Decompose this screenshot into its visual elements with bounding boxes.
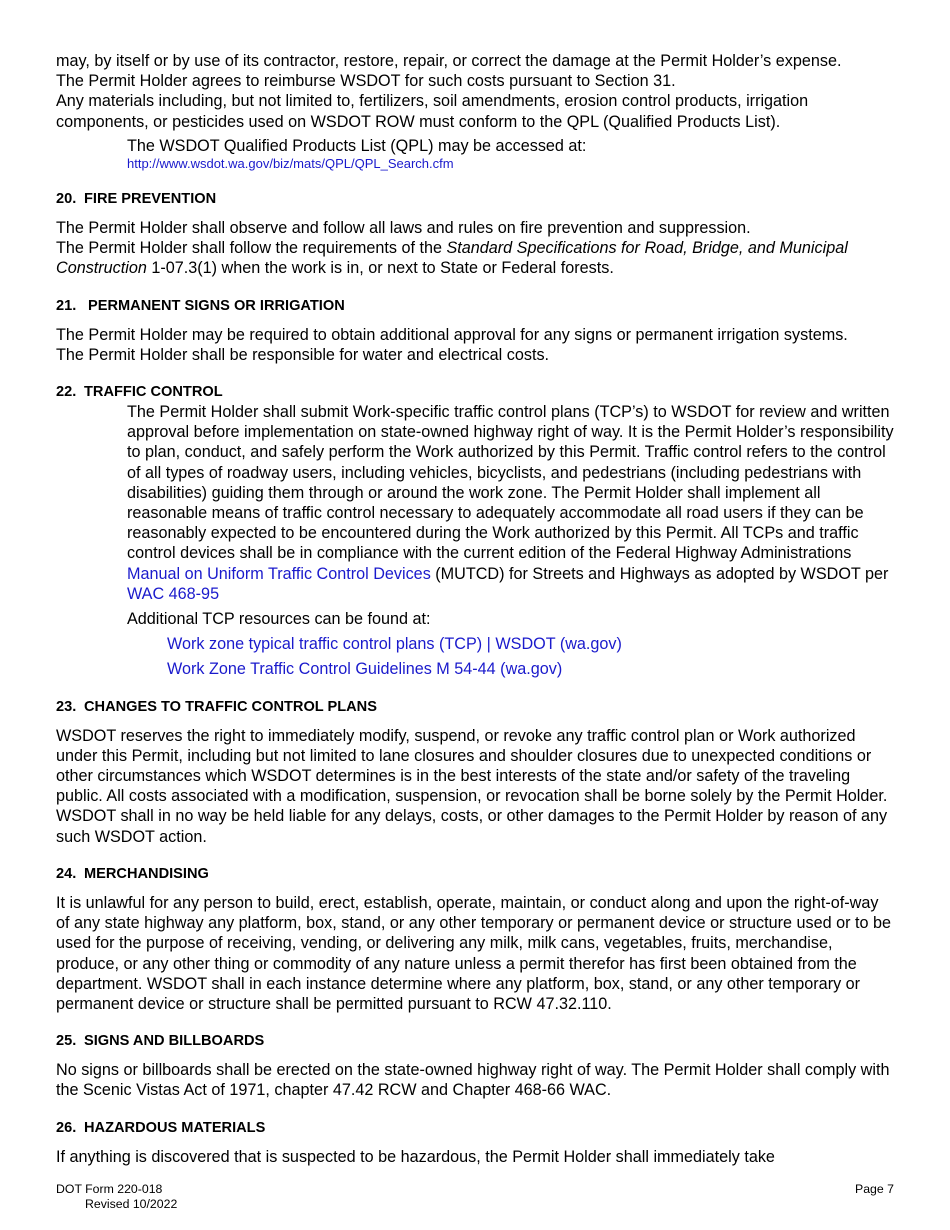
section-26-heading: [56, 1118, 896, 1138]
intro-line-2: The Permit Holder agrees to reimburse WSDOT for such costs pursuant to Section 31.: [56, 72, 676, 91]
tcp-link-1[interactable]: Work zone typical traffic control plans (TCP) | WSDOT (wa.gov): [167, 635, 622, 654]
section-23-heading: [56, 697, 896, 717]
tcp-link-2[interactable]: Work Zone Traffic Control Guidelines M 54-44 (wa.gov): [167, 660, 563, 679]
tcp-link-2-line: [167, 659, 896, 679]
section-number: 23.: [56, 698, 77, 715]
intro-line-3: Any materials including, but not limited to, fertilizers, soil amendments, erosion control products, irrigation components, or pesticides used on WSDOT ROW must conform to the QPL (Qualified Products List).: [56, 92, 809, 131]
changes-paragraph: WSDOT reserves the right to immediately modify, suspend, or revoke any traffic control plan or Work authorized under this Permit, including but not limited to lane closures and shoulder closures due to unexpected conditions or other circumstances which WSDOT determines is in the best interests of the state and/or safety of the traveling public. All costs associated with a modification, suspension, or revocation shall be borne solely by the Permit Holder. WSDOT shall in no way be held liable for any delays, costs, or other damages to the Permit Holder by reason of any such WSDOT action.: [56, 726, 888, 846]
merchandising-paragraph: It is unlawful for any person to build, erect, establish, operate, maintain, or conduct along and upon the right-of-way of any state highway any platform, box, stand, or any other temporary or permanent device or structure used or to be used for the purpose of receiving, vending, or delivering any milk, milk cans, vegetables, fruits, merchandise, produce, or any other thing or commodity of any nature unless a permit therefor has first been obtained from the department. WSDOT shall in each instance determine where any platform, box, stand, or any other temporary or permanent device or structure shall be permitted pursuant to RCW 47.32.110.: [56, 893, 891, 1013]
section-number: 26.: [56, 1119, 77, 1136]
document-page: [56, 51, 896, 1167]
section-number: 21.: [56, 297, 77, 314]
wac-link[interactable]: WAC 468-95: [127, 584, 220, 603]
fire-text-a: The Permit Holder shall follow the requirements of the: [56, 239, 447, 258]
mutcd-link[interactable]: Manual on Uniform Traffic Control Devices: [127, 564, 431, 583]
intro-line-1: may, by itself or by use of its contractor, restore, repair, or correct the damage at the Permit Holder’s expense.: [56, 52, 842, 70]
signs-paragraph-1: The Permit Holder may be required to obtain additional approval for any signs or permanent irrigation systems.: [56, 325, 848, 344]
section-number: 24.: [56, 865, 77, 882]
section-title: MERCHANDISING: [84, 865, 209, 882]
fire-paragraph-2: [56, 238, 896, 278]
section-title: CHANGES TO TRAFFIC CONTROL PLANS: [84, 698, 377, 715]
section-24-heading: [56, 864, 896, 884]
fire-paragraph-1: The Permit Holder shall observe and follow all laws and rules on fire prevention and suppression.: [56, 219, 751, 238]
section-title: HAZARDOUS MATERIALS: [84, 1119, 266, 1136]
section-number: 25.: [56, 1033, 77, 1050]
section-20-heading: [56, 189, 896, 209]
standard-specs-title: Standard Specifications for Road, Bridge, and Municipal Construction: [56, 239, 848, 278]
tcp-link-1-line: [167, 634, 896, 654]
traffic-text-a: The Permit Holder shall submit Work-specific traffic control plans (TCP’s) to WSDOT for review and written approval before implementation on state-owned highway right of way. It is the Permit Holder’s responsibility to plan, conduct, and safely perform the Work authorized by this Permit. Traffic control refers to the control of all types of roadway users, including vehicles, bicyclists, and pedestrians (including pedestrians with disabilities) guiding them through or around the work zone. The Permit Holder shall implement all reasonable means of traffic control necessary to adequately accommodate all road users if they can be reasonably expected to be encountered during the Work authorized by this Permit. All TCPs and traffic control devices shall be in compliance with the current edition of the Federal Highway Administrations: [127, 403, 894, 563]
section-25-heading: [56, 1031, 896, 1051]
section-number: 20.: [56, 191, 77, 208]
section-title: PERMANENT SIGNS OR IRRIGATION: [88, 297, 345, 314]
section-title: TRAFFIC CONTROL: [84, 384, 223, 401]
qpl-text: The WSDOT Qualified Products List (QPL) may be accessed at:: [127, 136, 587, 155]
section-number: 22.: [56, 384, 77, 401]
page-footer: [56, 1182, 177, 1212]
signs-paragraph-2: The Permit Holder shall be responsible for water and electrical costs.: [56, 345, 550, 364]
traffic-text-b: (MUTCD) for Streets and Highways as adopted by WSDOT per: [430, 564, 889, 583]
page-number: Page 7: [855, 1182, 894, 1196]
traffic-control-paragraph: [127, 402, 896, 604]
fire-text-b: 1-07.3(1) when the work is in, or next to State or Federal forests.: [146, 259, 614, 278]
section-22-heading: [56, 382, 896, 402]
tcp-resources-text: Additional TCP resources can be found at:: [127, 610, 431, 629]
billboards-paragraph: No signs or billboards shall be erected on the state-owned highway right of way. The Permit Holder shall comply with the Scenic Vistas Act of 1971, chapter 47.42 RCW and Chapter 468-66 WAC.: [56, 1061, 890, 1100]
form-number: DOT Form 220-018: [56, 1182, 163, 1196]
qpl-link-line: [127, 156, 896, 172]
hazardous-paragraph: If anything is discovered that is suspected to be hazardous, the Permit Holder shall immediately take: [56, 1147, 775, 1166]
section-title: SIGNS AND BILLBOARDS: [84, 1033, 265, 1050]
section-21-heading: [56, 296, 896, 316]
revision-date: Revised 10/2022: [85, 1197, 178, 1211]
qpl-link[interactable]: http://www.wsdot.wa.gov/biz/mats/QPL/QPL_Search.cfm: [127, 156, 454, 172]
section-title: FIRE PREVENTION: [84, 191, 217, 208]
